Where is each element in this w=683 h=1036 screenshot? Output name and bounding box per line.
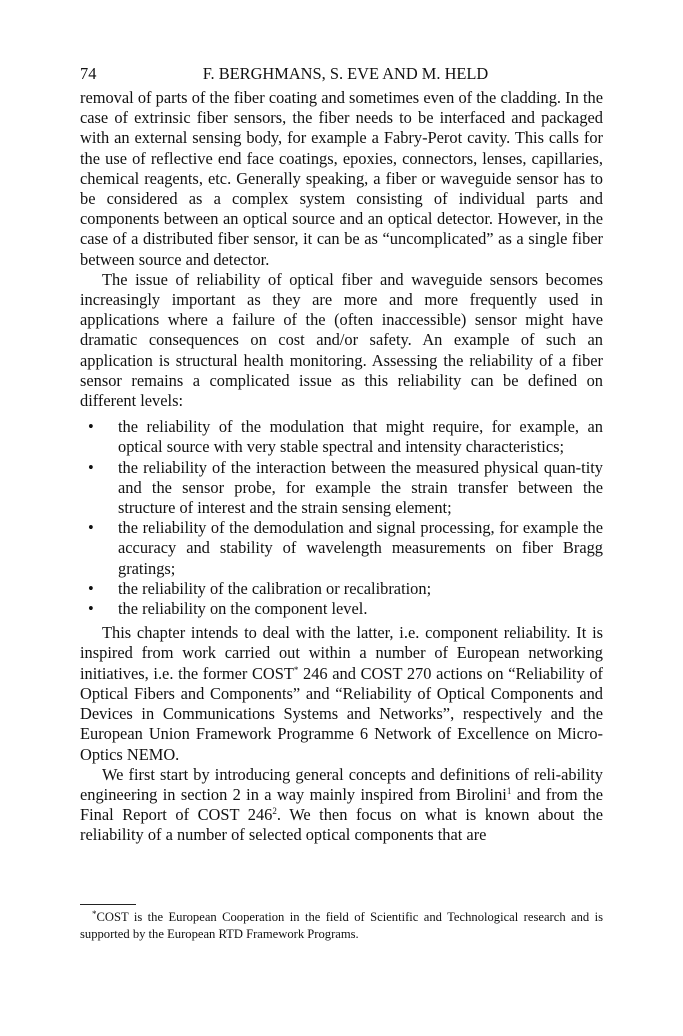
list-item <box>80 417 603 457</box>
page-number: 74 <box>80 64 97 83</box>
list-item <box>80 458 603 519</box>
paragraph-3 <box>80 623 603 764</box>
list-item-text: the reliability of the modulation that might require, for example, an optical source with very stable spectral and intensity characteristics; <box>118 417 603 457</box>
running-head <box>80 64 603 84</box>
page-body <box>80 64 603 846</box>
citation-reference[interactable]: 2 <box>272 806 277 817</box>
list-item-text: the reliability on the component level. <box>118 599 368 619</box>
footnote-reference[interactable]: * <box>293 664 299 675</box>
footnote-text: COST is the European Cooperation in the field of Scientific and Technological research and is supported by the European RTD Framework Programs. <box>80 910 603 941</box>
paragraph-1: removal of parts of the fiber coating and sometimes even of the cladding. In the case of extrinsic fiber sensors, the fiber needs to be interfaced and packaged with an external sensing body, for example a Fabry-Perot cavity. This calls for the use of reflective end face coatings, epoxies, connectors, lenses, capillaries, chemical reagents, etc. Generally speaking, a fiber or waveguide sensor has to be considered as a complex system consisting of individual parts and components between an optical source and an optical detector. However, in the case of a distributed fiber sensor, it can be as “uncomplicated” as a single fiber between source and detector. <box>80 88 603 269</box>
list-item-text: the reliability of the demodulation and signal processing, for example the accuracy and stability of wavelength measurements on fiber Bragg gratings; <box>118 518 603 578</box>
bullet-icon: • <box>88 457 94 477</box>
footnote-divider <box>80 904 136 905</box>
citation-reference[interactable]: 1 <box>506 785 512 796</box>
bullet-icon: • <box>88 599 94 619</box>
paragraph-4 <box>80 765 603 846</box>
list-item-text: the reliability of the interaction between the measured physical quan-tity and the sensor probe, for example the strain transfer between the structure of interest and the strain sensing element; <box>118 457 603 518</box>
list-item <box>80 518 603 579</box>
list-item <box>80 599 603 619</box>
footnote <box>80 906 603 943</box>
list-item <box>80 579 603 599</box>
running-head-authors: F. BERGHMANS, S. EVE AND M. HELD <box>202 64 489 83</box>
bullet-icon: • <box>88 518 94 538</box>
paragraph-2: The issue of reliability of optical fiber and waveguide sensors becomes increasingly important as they are more and more frequently used in applications where a failure of the (often inaccessible) sensor might have dramatic consequences on cost and/or safety. An example of such an application is structural health monitoring. Assessing the reliability of a fiber sensor remains a complicated issue as this reliability can be defined on different levels: <box>80 269 603 411</box>
paragraph-3-text: This chapter intends to deal with the latter, i.e. component reliability. It is inspired from work carried out within a number of European networking initiatives, i.e. the former COST <box>80 623 603 683</box>
list-item-text: the reliability of the calibration or recalibration; <box>118 578 432 598</box>
bullet-icon: • <box>88 417 94 437</box>
paragraph-3-text-cont: 246 and COST 270 actions on “Reliability of Optical Fibers and Components” and “Reliability of Optical Components and Devices in Communications Systems and Networks”, respectively and the European Union Framework Programme 6 Network of Excellence on Micro-Optics NEMO. <box>80 663 603 764</box>
paragraph-4-text-end: . We then focus on what is known about the reliability of a number of selected optical components that are <box>80 805 603 845</box>
paragraph-4-text-cont: and from the Final Report of COST 246 <box>80 784 604 825</box>
footnote-mark: * <box>92 909 97 919</box>
reliability-levels-list <box>80 417 603 619</box>
bullet-icon: • <box>88 578 94 598</box>
paragraph-4-text: We first start by introducing general concepts and definitions of reli-ability engineering in section 2 in a way mainly inspired from Birolini <box>80 764 603 804</box>
